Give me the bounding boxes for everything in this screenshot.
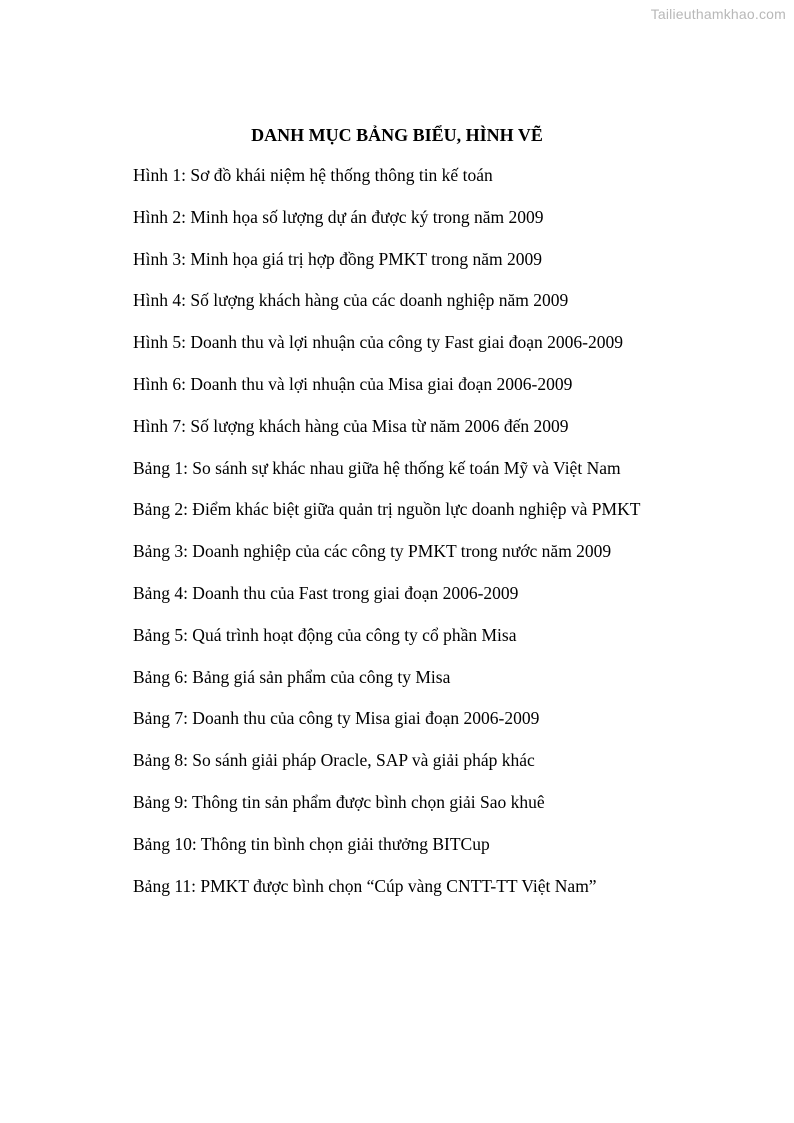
toc-item-bang-7: Bảng 7: Doanh thu của công ty Misa giai đoạn 2006-2009 [133,708,540,729]
toc-item-bang-3: Bảng 3: Doanh nghiệp của các công ty PMKT trong nước năm 2009 [133,541,612,562]
toc-item-bang-6: Bảng 6: Bảng giá sản phẩm của công ty Misa [133,666,451,687]
toc-item-hinh-3: Hình 3: Minh họa giá trị hợp đồng PMKT trong năm 2009 [133,248,542,269]
toc-item-hinh-2: Hình 2: Minh họa số lượng dự án được ký trong năm 2009 [133,206,544,227]
toc-item-hinh-1: Hình 1: Sơ đồ khái niệm hệ thống thông tin kế toán [133,165,493,185]
toc-item-bang-1: Bảng 1: So sánh sự khác nhau giữa hệ thống kế toán Mỹ và Việt Nam [133,457,621,478]
toc-item-bang-11: Bảng 11: PMKT được bình chọn “Cúp vàng CNTT-TT Việt Nam” [133,875,597,896]
toc-item-hinh-7: Hình 7: Số lượng khách hàng của Misa từ năm 2006 đến 2009 [133,415,569,436]
toc-item-bang-4: Bảng 4: Doanh thu của Fast trong giai đoạn 2006-2009 [133,582,519,603]
toc-item-bang-9: Bảng 9: Thông tin sản phẩm được bình chọn giải Sao khuê [133,791,545,812]
toc-item-bang-2: Bảng 2: Điểm khác biệt giữa quản trị nguồn lực doanh nghiệp và PMKT [133,499,641,520]
toc-item-bang-10: Bảng 10: Thông tin bình chọn giải thưởng BITCup [133,833,490,854]
watermark: Tailieuthamkhao.com [650,6,786,22]
toc-item-hinh-6: Hình 6: Doanh thu và lợi nhuận của Misa giai đoạn 2006-2009 [133,373,573,394]
page-title: DANH MỤC BẢNG BIỂU, HÌNH VẼ [251,125,543,145]
toc-item-hinh-5: Hình 5: Doanh thu và lợi nhuận của công ty Fast giai đoạn 2006-2009 [133,332,623,353]
toc-item-hinh-4: Hình 4: Số lượng khách hàng của các doanh nghiệp năm 2009 [133,290,569,311]
toc-item-bang-8: Bảng 8: So sánh giải pháp Oracle, SAP và giải pháp khác [133,750,535,771]
toc-list [133,164,640,916]
toc-item-bang-5: Bảng 5: Quá trình hoạt động của công ty cổ phần Misa [133,624,517,645]
